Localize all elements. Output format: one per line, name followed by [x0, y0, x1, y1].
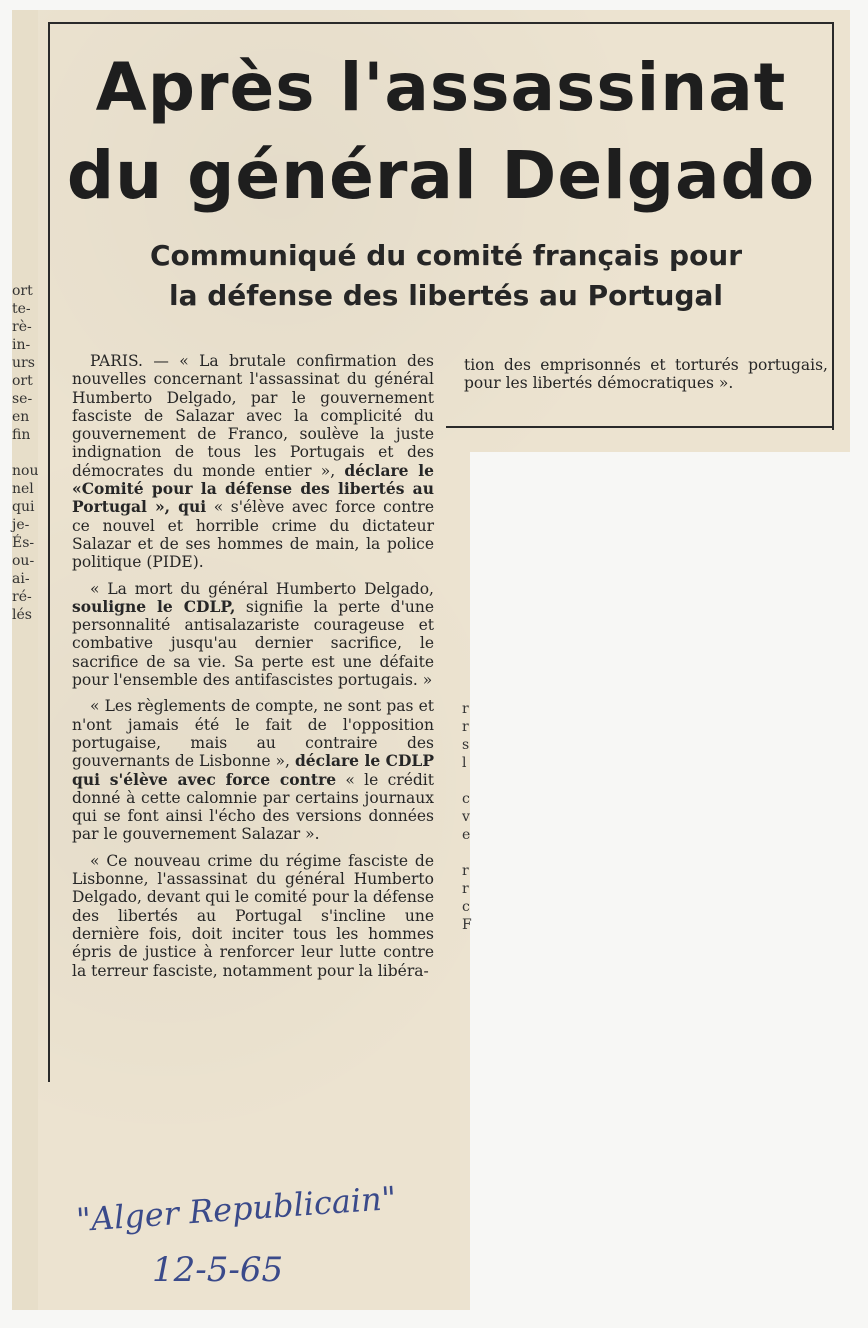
- handwritten-source: "Alger Republicain": [75, 1178, 398, 1240]
- cut-off-left-text: ort te- rè- in- urs ort se- en fin nou nel qui je- És- ou- ai- ré- lés: [12, 283, 39, 623]
- handwritten-date: 12-5-65: [152, 1250, 284, 1290]
- frame-rule-top: [48, 22, 834, 24]
- article-column-right: [464, 356, 828, 401]
- headline-line-1: Après l'assassinat: [95, 49, 787, 126]
- paragraph-3-text-a: « Les règlements de compte, ne sont pas et n'ont jamais été le fait de l'opposition portugaise, mais au contraire des gouvernants de Lisbonne »,: [72, 697, 434, 771]
- paragraph-2-text-b: signifie la perte d'une personnalité antisalazariste courageuse et combative jusqu'au dernier sacrifice, le sacrifice de sa vie. Sa perte est une défaite pour l'ensemble des antifascistes portugais. »: [72, 597, 435, 690]
- paragraph-1-text-b: « s'élève avec force contre ce nouvel et horrible crime du dictateur Salazar et de ses hommes de main, la police politique (PIDE).: [72, 498, 434, 572]
- cut-off-right-text: r r s l c v e r r c F: [462, 701, 472, 933]
- paragraph-3-bold: déclare le CDLP qui s'élève avec force contre: [72, 751, 434, 789]
- paragraph-4-continued: tion des emprisonnés et torturés portugais, pour les libertés démocratiques ».: [464, 356, 828, 393]
- subheadline-line-2: la défense des libertés au Portugal: [168, 279, 724, 312]
- paragraph-2-text-a: « La mort du général Humberto Delgado,: [90, 579, 434, 598]
- paragraph-1-bold: déclare le «Comité pour la défense des libertés au Portugal », qui: [72, 460, 434, 517]
- paragraph-3: [72, 697, 434, 843]
- subheadline-line-1: Communiqué du comité français pour: [149, 239, 743, 272]
- paragraph-3-text-b: « le crédit donné à cette calomnie par certains journaux qui se font ainsi l'écho des versions données par le gouvernement Salazar ».: [72, 770, 434, 844]
- headline: [56, 44, 826, 220]
- article-column-left: [72, 352, 434, 988]
- paragraph-1: [72, 352, 434, 572]
- frame-rule-left: [48, 22, 50, 1082]
- paragraph-4: « Ce nouveau crime du régime fasciste de Lisbonne, l'assassinat du général Humberto Delgado, devant qui le comité pour la défense des libertés au Portugal s'incline une dernière fois, doit inciter tous les hommes épris de justice à renforcer leur lutte contre la terreur fasciste, notamment pour la libéra-: [72, 851, 434, 980]
- paragraph-1-text-a: PARIS. — « La brutale confirmation des nouvelles concernant l'assassinat du général Humberto Delgado, par le gouvernement fasciste de Salazar avec la complicité du gouvernement de Franco, soulève la juste indignation de tous les Portugais et des démocrates du monde entier »,: [72, 352, 434, 480]
- paragraph-2: [72, 580, 434, 690]
- handwritten-annotation: [70, 1178, 430, 1300]
- column-end-rule: [446, 426, 832, 428]
- headline-line-2: du général Delgado: [66, 137, 816, 214]
- paragraph-2-bold: souligne le CDLP,: [72, 596, 236, 616]
- frame-rule-right: [832, 22, 834, 430]
- subheadline: [70, 236, 822, 316]
